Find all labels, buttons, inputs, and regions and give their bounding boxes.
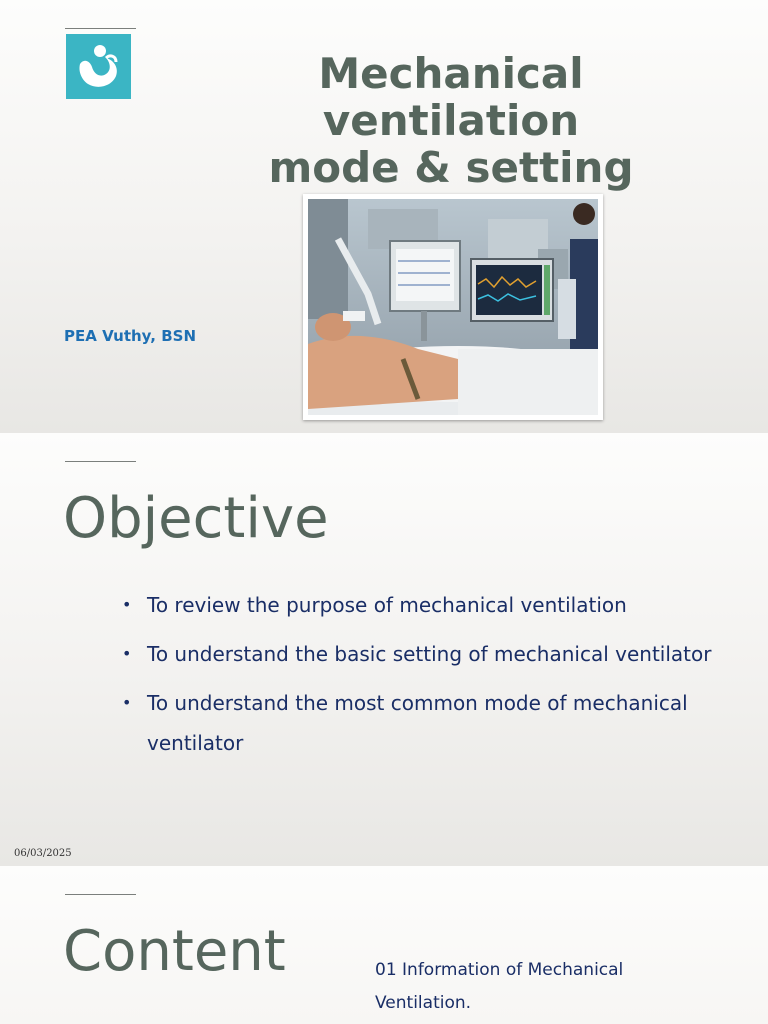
content-rule (65, 894, 136, 895)
list-item (122, 634, 722, 674)
list-item (122, 585, 722, 625)
list-item-text: To understand the basic setting of mechanical ventilator (147, 642, 712, 666)
bullet-icon: • (122, 693, 132, 712)
title-slide (0, 0, 768, 433)
slide-date: 06/03/2025 (14, 848, 72, 859)
title-line: ventilation (322, 96, 580, 145)
content-title: Content (63, 919, 286, 984)
objective-rule (65, 461, 136, 462)
icu-ventilator-photo (303, 194, 603, 420)
objective-slide (0, 433, 768, 866)
presentation-title (250, 50, 652, 191)
list-item-text: To review the purpose of mechanical ventilation (147, 593, 627, 617)
objective-list (122, 585, 722, 772)
content-item: 01 Information of Mechanical Ventilation. (375, 960, 624, 1013)
bullet-icon: • (122, 595, 132, 614)
title-line: Mechanical (318, 49, 584, 98)
person-embrace-logo-icon (66, 34, 131, 99)
list-item-text: To understand the most common mode of mechanical ventilator (147, 691, 688, 755)
list-item (122, 683, 722, 763)
author-name: PEA Vuthy, BSN (64, 327, 196, 345)
title-line: mode & setting (268, 143, 634, 192)
bullet-icon: • (122, 644, 132, 663)
title-rule (65, 28, 136, 29)
objective-title: Objective (63, 486, 329, 551)
content-slide (0, 866, 768, 1024)
